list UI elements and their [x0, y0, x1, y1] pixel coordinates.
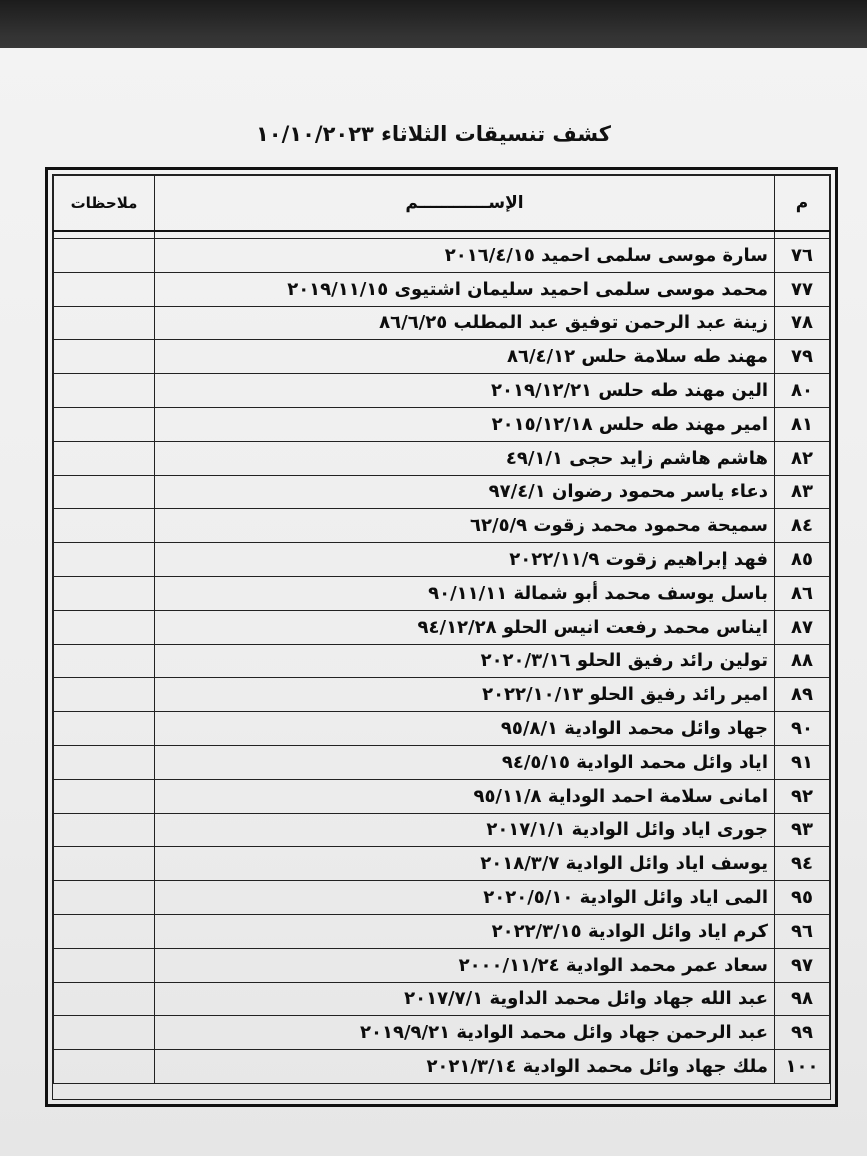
row-number: ٨٨: [775, 644, 830, 678]
row-name: امير رائد رفيق الحلو ٢٠٢٢/١٠/١٣: [155, 678, 775, 712]
table-row: [54, 881, 830, 915]
row-notes: [54, 1050, 155, 1084]
row-name: زينة عبد الرحمن توفيق عبد المطلب ٨٦/٦/٢٥: [155, 306, 775, 340]
row-number: ٧٧: [775, 272, 830, 306]
row-number: ١٠٠: [775, 1050, 830, 1084]
row-notes: [54, 509, 155, 543]
row-notes: [54, 441, 155, 475]
row-number: ٩٢: [775, 779, 830, 813]
header-number: م: [775, 176, 830, 232]
table-row: [54, 509, 830, 543]
row-notes: [54, 407, 155, 441]
row-notes: [54, 272, 155, 306]
table-row: [54, 407, 830, 441]
table-row: [54, 239, 830, 273]
table-header-row: [54, 176, 830, 232]
table-row: [54, 475, 830, 509]
row-number: ٧٦: [775, 239, 830, 273]
row-number: ٧٨: [775, 306, 830, 340]
table-row: [54, 543, 830, 577]
row-name: سميحة محمود محمد زقوت ٦٢/٥/٩: [155, 509, 775, 543]
table-row: [54, 1016, 830, 1050]
row-name: عبد الرحمن جهاد وائل محمد الوادية ٢٠١٩/٩/٢١: [155, 1016, 775, 1050]
row-number: ٨٦: [775, 576, 830, 610]
row-name: فهد إبراهيم زقوت ٢٠٢٢/١١/٩: [155, 543, 775, 577]
row-number: ٨٢: [775, 441, 830, 475]
row-notes: [54, 948, 155, 982]
table-row: [54, 982, 830, 1016]
row-number: ٨٥: [775, 543, 830, 577]
row-number: ٩٧: [775, 948, 830, 982]
row-name: تولين رائد رفيق الحلو ٢٠٢٠/٣/١٦: [155, 644, 775, 678]
row-notes: [54, 374, 155, 408]
row-number: ٩٨: [775, 982, 830, 1016]
row-notes: [54, 340, 155, 374]
row-name: سعاد عمر محمد الوادية ٢٠٠٠/١١/٢٤: [155, 948, 775, 982]
table-row: [54, 644, 830, 678]
table-row: [54, 374, 830, 408]
table-inner-frame: [52, 174, 831, 1100]
row-number: ٩٥: [775, 881, 830, 915]
table-row: [54, 678, 830, 712]
table-row: [54, 441, 830, 475]
table-row: [54, 306, 830, 340]
row-name: سارة موسى سلمى احميد ٢٠١٦/٤/١٥: [155, 239, 775, 273]
table-row: [54, 272, 830, 306]
table-row: [54, 340, 830, 374]
row-number: ٩٣: [775, 813, 830, 847]
row-notes: [54, 779, 155, 813]
table-row: [54, 610, 830, 644]
table-row: [54, 948, 830, 982]
table-row: [54, 914, 830, 948]
row-name: الين مهند طه حلس ٢٠١٩/١٢/٢١: [155, 374, 775, 408]
row-notes: [54, 712, 155, 746]
table-row: [54, 576, 830, 610]
row-number: ٩٩: [775, 1016, 830, 1050]
row-notes: [54, 543, 155, 577]
row-name: دعاء ياسر محمود رضوان ٩٧/٤/١: [155, 475, 775, 509]
table-frame: [45, 167, 838, 1107]
row-notes: [54, 306, 155, 340]
row-number: ٨٣: [775, 475, 830, 509]
table-row: [54, 745, 830, 779]
row-notes: [54, 475, 155, 509]
row-number: ٨٠: [775, 374, 830, 408]
row-number: ٩٤: [775, 847, 830, 881]
row-name: ايناس محمد رفعت انيس الحلو ٩٤/١٢/٢٨: [155, 610, 775, 644]
row-name: امير مهند طه حلس ٢٠١٥/١٢/١٨: [155, 407, 775, 441]
table-row: [54, 847, 830, 881]
separator-cell: [775, 231, 830, 239]
table-row: [54, 779, 830, 813]
row-name: جهاد وائل محمد الوادية ٩٥/٨/١: [155, 712, 775, 746]
row-notes: [54, 982, 155, 1016]
row-name: محمد موسى سلمى احميد سليمان اشتيوى ٢٠١٩/١١/١٥: [155, 272, 775, 306]
row-number: ٨٤: [775, 509, 830, 543]
row-name: عبد الله جهاد وائل محمد الداوية ٢٠١٧/٧/١: [155, 982, 775, 1016]
row-notes: [54, 644, 155, 678]
row-notes: [54, 745, 155, 779]
row-number: ٨٧: [775, 610, 830, 644]
header-notes: ملاحظات: [54, 176, 155, 232]
names-table: [53, 175, 830, 1084]
separator-cell: [155, 231, 775, 239]
row-name: امانى سلامة احمد الوداية ٩٥/١١/٨: [155, 779, 775, 813]
row-number: ٩٦: [775, 914, 830, 948]
row-notes: [54, 1016, 155, 1050]
row-notes: [54, 847, 155, 881]
row-number: ٨٩: [775, 678, 830, 712]
row-notes: [54, 576, 155, 610]
table-row: [54, 712, 830, 746]
row-notes: [54, 881, 155, 915]
table-row: [54, 813, 830, 847]
page-title: كشف تنسيقات الثلاثاء ١٠/١٠/٢٠٢٣: [255, 122, 612, 146]
row-name: هاشم هاشم زايد حجى ٤٩/١/١: [155, 441, 775, 475]
row-notes: [54, 239, 155, 273]
row-number: ٧٩: [775, 340, 830, 374]
row-name: كرم اياد وائل الوادية ٢٠٢٢/٣/١٥: [155, 914, 775, 948]
table-row: [54, 1050, 830, 1084]
row-number: ٨١: [775, 407, 830, 441]
row-name: اياد وائل محمد الوادية ٩٤/٥/١٥: [155, 745, 775, 779]
row-number: ٩٠: [775, 712, 830, 746]
row-name: مهند طه سلامة حلس ٨٦/٤/١٢: [155, 340, 775, 374]
row-name: جورى اياد وائل الوادية ٢٠١٧/١/١: [155, 813, 775, 847]
row-name: باسل يوسف محمد أبو شمالة ٩٠/١١/١١: [155, 576, 775, 610]
row-notes: [54, 813, 155, 847]
row-notes: [54, 914, 155, 948]
row-name: المى اياد وائل الوادية ٢٠٢٠/٥/١٠: [155, 881, 775, 915]
table-body: [54, 231, 830, 1083]
row-notes: [54, 610, 155, 644]
row-number: ٩١: [775, 745, 830, 779]
header-separator: [54, 231, 830, 239]
separator-cell: [54, 231, 155, 239]
row-name: يوسف اياد وائل الوادية ٢٠١٨/٣/٧: [155, 847, 775, 881]
row-notes: [54, 678, 155, 712]
header-name: الإســــــــــــم: [155, 176, 775, 232]
row-name: ملك جهاد وائل محمد الوادية ٢٠٢١/٣/١٤: [155, 1050, 775, 1084]
